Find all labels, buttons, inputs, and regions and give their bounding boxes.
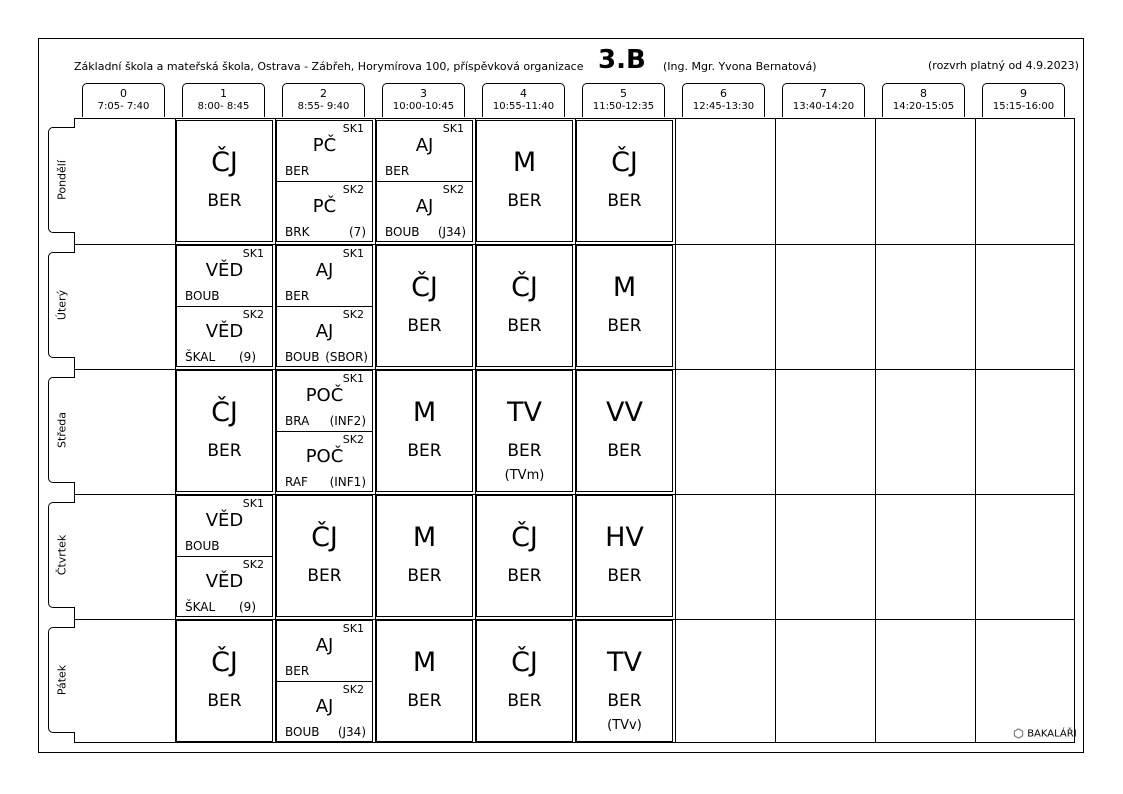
lesson-teacher: BER	[285, 664, 310, 678]
lesson-cell[interactable]	[476, 245, 573, 367]
period-header-8	[882, 83, 965, 117]
period-header-4	[482, 83, 565, 117]
day-label-tuesday	[48, 252, 75, 358]
lesson-teacher: BER	[207, 691, 242, 711]
lesson-subject: PČ	[312, 135, 337, 156]
lesson-subject: ČJ	[511, 272, 538, 303]
lesson-cell[interactable]	[576, 495, 673, 617]
lesson-teacher: BER	[385, 164, 410, 178]
lesson-teacher: BOUB	[385, 225, 420, 239]
day-label-wednesday	[48, 377, 75, 483]
lesson-room: (TVv)	[607, 718, 642, 733]
lesson-subject: VĚD	[205, 571, 244, 592]
group-label: SK2	[242, 308, 264, 321]
lesson-teacher: BER	[407, 441, 442, 461]
lesson-teacher: BER	[207, 191, 242, 211]
period-number: 8	[920, 87, 927, 100]
lesson-cell[interactable]	[576, 120, 673, 242]
lesson-subject: TV	[607, 647, 642, 678]
lesson-room: (J34)	[337, 725, 366, 739]
lesson-teacher: ŠKAL	[185, 350, 216, 364]
group-label: SK2	[342, 683, 364, 696]
bakalari-logo	[1013, 728, 1077, 740]
lesson-cell-split[interactable]	[276, 620, 373, 742]
lesson-teacher: BOUB	[185, 289, 220, 303]
group-label: SK1	[242, 247, 264, 260]
lesson-room: (7)	[349, 225, 366, 239]
lesson-cell[interactable]	[376, 245, 473, 367]
validity-date: (rozvrh platný od 4.9.2023)	[928, 59, 1079, 72]
period-number: 7	[820, 87, 827, 100]
lesson-cell[interactable]	[476, 120, 573, 242]
group-lesson	[377, 181, 472, 242]
grid-column-line	[675, 119, 676, 742]
lesson-subject: ČJ	[411, 272, 438, 303]
lesson-teacher: BER	[207, 441, 242, 461]
group-label: SK2	[342, 433, 364, 446]
day-label-friday	[48, 627, 75, 733]
day-name: Pátek	[55, 664, 69, 696]
lesson-room: (INF2)	[329, 414, 366, 428]
lesson-teacher: BER	[507, 191, 542, 211]
period-time: 10:00-10:45	[392, 101, 455, 112]
period-number: 5	[620, 87, 627, 100]
period-header-6	[682, 83, 765, 117]
group-lesson	[177, 556, 272, 617]
lesson-subject: M	[412, 647, 437, 678]
period-header-1	[182, 83, 265, 117]
group-lesson	[177, 246, 272, 306]
lesson-subject: ČJ	[511, 522, 538, 553]
period-header-9	[982, 83, 1065, 117]
hexagon-icon	[1013, 728, 1024, 739]
group-lesson	[377, 121, 472, 181]
period-number: 3	[420, 87, 427, 100]
lesson-teacher: BER	[285, 164, 310, 178]
lesson-subject: POČ	[305, 446, 344, 467]
group-label: SK1	[342, 247, 364, 260]
lesson-subject: VĚD	[205, 321, 244, 342]
lesson-cell[interactable]	[176, 370, 273, 492]
grid-column-line	[775, 119, 776, 742]
period-number: 2	[320, 87, 327, 100]
lesson-subject: VĚD	[205, 260, 244, 281]
period-number: 9	[1020, 87, 1027, 100]
lesson-teacher: BER	[607, 691, 642, 711]
lesson-cell[interactable]	[376, 370, 473, 492]
lesson-subject: AJ	[315, 321, 334, 342]
lesson-subject: ČJ	[211, 397, 238, 428]
lesson-cell-split[interactable]	[176, 245, 273, 367]
group-label: SK2	[342, 183, 364, 196]
lesson-teacher: BER	[407, 566, 442, 586]
lesson-teacher: BER	[607, 316, 642, 336]
lesson-subject: PČ	[312, 196, 337, 217]
lesson-cell[interactable]	[576, 245, 673, 367]
lesson-teacher: BER	[507, 441, 542, 461]
lesson-teacher: BOUB	[185, 539, 220, 553]
lesson-cell[interactable]	[376, 620, 473, 742]
lesson-room: (J34)	[437, 225, 466, 239]
lesson-cell[interactable]	[376, 495, 473, 617]
lesson-subject: ČJ	[611, 147, 638, 178]
lesson-teacher: BER	[607, 441, 642, 461]
period-time: 8:55- 9:40	[297, 101, 350, 112]
lesson-subject: ČJ	[511, 647, 538, 678]
lesson-subject: AJ	[415, 135, 434, 156]
period-time: 15:15-16:00	[992, 101, 1055, 112]
period-number: 0	[120, 87, 127, 100]
period-header-7	[782, 83, 865, 117]
lesson-subject: M	[412, 397, 437, 428]
lesson-cell-split[interactable]	[276, 370, 373, 492]
lesson-subject: VV	[606, 397, 643, 428]
group-lesson	[277, 621, 372, 681]
group-label: SK2	[242, 558, 264, 571]
lesson-subject: VĚD	[205, 510, 244, 531]
period-header-0	[82, 83, 165, 117]
group-lesson	[277, 246, 372, 306]
period-header-5	[582, 83, 665, 117]
lesson-cell-split[interactable]	[276, 120, 373, 242]
group-label: SK1	[342, 122, 364, 135]
lesson-cell[interactable]	[276, 495, 373, 617]
period-time: 12:45-13:30	[692, 101, 755, 112]
period-number: 1	[220, 87, 227, 100]
lesson-teacher: BRK	[285, 225, 310, 239]
lesson-cell-split[interactable]	[376, 120, 473, 242]
lesson-subject: HV	[605, 522, 644, 553]
lesson-teacher: BRA	[285, 414, 310, 428]
lesson-cell[interactable]	[576, 370, 673, 492]
lesson-teacher: BER	[607, 566, 642, 586]
day-label-monday	[48, 127, 75, 233]
lesson-teacher: BER	[285, 289, 310, 303]
lesson-cell[interactable]	[576, 620, 673, 742]
lesson-subject: M	[412, 522, 437, 553]
lesson-teacher: BER	[407, 316, 442, 336]
day-name: Středa	[55, 411, 69, 449]
lesson-cell[interactable]	[476, 620, 573, 742]
lesson-cell[interactable]	[176, 620, 273, 742]
class-teacher: (Ing. Mgr. Yvona Bernatová)	[663, 60, 817, 73]
lesson-cell-split[interactable]	[276, 245, 373, 367]
group-lesson	[277, 431, 372, 492]
lesson-subject: AJ	[315, 696, 334, 717]
lesson-teacher: BOUB	[285, 725, 320, 739]
lesson-subject: ČJ	[211, 147, 238, 178]
group-label: SK1	[342, 622, 364, 635]
period-time: 14:20-15:05	[892, 101, 955, 112]
lesson-subject: AJ	[415, 196, 434, 217]
lesson-teacher: RAF	[285, 475, 308, 489]
group-label: SK1	[242, 497, 264, 510]
lesson-teacher: BER	[407, 691, 442, 711]
lesson-subject: AJ	[315, 635, 334, 656]
lesson-subject: M	[512, 147, 537, 178]
lesson-teacher: BER	[507, 316, 542, 336]
period-number: 4	[520, 87, 527, 100]
group-lesson	[177, 496, 272, 556]
period-time: 7:05- 7:40	[97, 101, 150, 112]
period-time: 8:00- 8:45	[197, 101, 250, 112]
lesson-teacher: BER	[507, 566, 542, 586]
group-lesson	[277, 306, 372, 367]
group-label: SK2	[442, 183, 464, 196]
day-name: Úterý	[55, 289, 69, 321]
lesson-room: (9)	[239, 600, 256, 614]
logo-text: BAKALÁŘI	[1027, 728, 1077, 740]
lesson-teacher: BER	[507, 691, 542, 711]
lesson-room: (9)	[239, 350, 256, 364]
lesson-subject: ČJ	[211, 647, 238, 678]
group-lesson	[277, 681, 372, 742]
period-time: 10:55-11:40	[492, 101, 555, 112]
lesson-cell-split[interactable]	[176, 495, 273, 617]
lesson-teacher: BER	[607, 191, 642, 211]
group-lesson	[277, 181, 372, 242]
lesson-teacher: ŠKAL	[185, 600, 216, 614]
lesson-subject: ČJ	[311, 522, 338, 553]
lesson-subject: AJ	[315, 260, 334, 281]
day-name: Pondělí	[55, 160, 69, 200]
class-name: 3.B	[598, 45, 646, 75]
day-label-thursday	[48, 502, 75, 608]
lesson-subject: M	[612, 272, 637, 303]
lesson-room: (SBOR)	[325, 350, 368, 364]
grid-column-line	[875, 119, 876, 742]
day-name: Čtvrtek	[55, 534, 69, 576]
period-header-2	[282, 83, 365, 117]
period-number: 6	[720, 87, 727, 100]
group-label: SK1	[442, 122, 464, 135]
lesson-subject: TV	[507, 397, 542, 428]
lesson-room: (INF1)	[329, 475, 366, 489]
group-label: SK1	[342, 372, 364, 385]
lesson-teacher: BER	[307, 566, 342, 586]
lesson-teacher: BOUB	[285, 350, 320, 364]
lesson-cell[interactable]	[476, 370, 573, 492]
group-lesson	[177, 306, 272, 367]
lesson-room: (TVm)	[504, 468, 545, 483]
lesson-subject: POČ	[305, 385, 344, 406]
period-time: 13:40-14:20	[792, 101, 855, 112]
school-name: Základní škola a mateřská škola, Ostrava - Zábřeh, Horymírova 100, příspěvková organizace	[74, 60, 584, 73]
group-label: SK2	[342, 308, 364, 321]
lesson-cell[interactable]	[476, 495, 573, 617]
group-lesson	[277, 371, 372, 431]
grid-column-line	[975, 119, 976, 742]
lesson-cell[interactable]	[176, 120, 273, 242]
period-time: 11:50-12:35	[592, 101, 655, 112]
group-lesson	[277, 121, 372, 181]
period-header-3	[382, 83, 465, 117]
